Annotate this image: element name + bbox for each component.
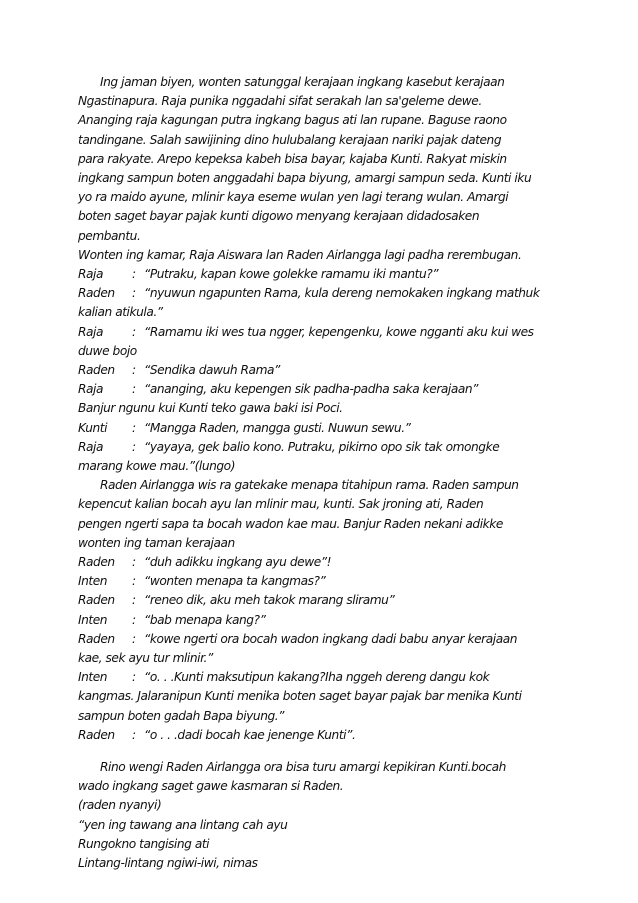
dialogue-text: “Sendika dawuh Rama” [144, 363, 280, 377]
speaker-name: Raja [78, 267, 103, 281]
text-line [78, 93, 482, 110]
paragraph-text: Raden Airlangga wis ra gatekake menapa titahipun rama. Raden sampun [100, 478, 519, 492]
text-line [78, 112, 507, 129]
speaker-separator: : [132, 440, 136, 454]
speaker-separator: : [132, 325, 136, 339]
paragraph-text: pembantu. [78, 229, 141, 243]
dialogue-line [78, 324, 534, 341]
text-line [78, 836, 209, 853]
dialogue-line [78, 727, 355, 744]
paragraph-text: sampun boten gadah Bapa biyung.” [78, 709, 285, 723]
dialogue-text: “Putraku, kapan kowe golekke ramamu iki mantu?” [144, 267, 439, 281]
dialogue-line [78, 612, 265, 629]
paragraph-text: Banjur ngunu kui Kunti teko gawa baki isi Poci. [78, 401, 343, 415]
speaker-separator: : [132, 421, 136, 435]
dialogue-line [78, 631, 517, 648]
speaker-name: Raden [78, 555, 115, 569]
text-line [78, 855, 258, 872]
text-line [78, 516, 503, 533]
dialogue-line [78, 285, 539, 302]
dialogue-line [78, 439, 499, 456]
text-line [78, 189, 508, 206]
text-line [78, 688, 522, 705]
text-line [78, 304, 163, 321]
text-line [78, 247, 521, 264]
dialogue-text: “yayaya, gek balio kono. Putraku, pikirno opo sik tak omongke [144, 440, 500, 454]
paragraph-text: Rungokno tangising ati [78, 837, 210, 851]
dialogue-line [78, 362, 280, 379]
speaker-name: Raja [78, 382, 103, 396]
speaker-name: Raden [78, 593, 115, 607]
paragraph-text: Ngastinapura. Raja punika nggadahi sifat serakah lan sa'geleme dewe. [78, 94, 482, 108]
dialogue-line [78, 266, 438, 283]
text-line [78, 208, 479, 225]
speaker-separator: : [132, 286, 136, 300]
speaker-separator: : [132, 363, 136, 377]
speaker-name: Inten [78, 670, 108, 684]
dialogue-text: “Ramamu iki wes tua ngger, kepengenku, kowe ngganti aku kui wes [144, 325, 534, 339]
text-line [78, 400, 343, 417]
speaker-separator: : [132, 613, 136, 627]
text-line [78, 458, 235, 475]
paragraph-text: kae, sek ayu tur mlinir.” [78, 651, 213, 665]
speaker-separator: : [132, 555, 136, 569]
paragraph-text: Wonten ing kamar, Raja Aiswara lan Raden Airlangga lagi padha rerembugan. [78, 248, 522, 262]
paragraph-text: boten saget bayar pajak kunti digowo menyang kerajaan didadosaken [78, 209, 480, 223]
paragraph-text: Lintang-lintang ngiwi-iwi, nimas [78, 856, 258, 870]
paragraph-text: yo ra maido ayune, mlinir kaya eseme wulan yen lagi terang wulan. Amargi [78, 190, 509, 204]
text-line [100, 759, 506, 776]
dialogue-line [78, 573, 325, 590]
speaker-name: Inten [78, 574, 108, 588]
speaker-name: Raden [78, 728, 115, 742]
text-line [100, 477, 519, 494]
paragraph-text: Ing jaman biyen, wonten satunggal kerajaan ingkang kasebut kerajaan [100, 75, 505, 89]
paragraph-text: kepencut kalian bocah ayu lan mlinir mau, kunti. Sak jroning ati, Raden [78, 497, 484, 511]
paragraph-text: Ananging raja kagungan putra ingkang bagus ati lan rupane. Baguse raono [78, 113, 507, 127]
text-line [78, 650, 213, 667]
dialogue-text: “reneo dik, aku meh takok marang sliramu” [144, 593, 395, 607]
paragraph-text: Rino wengi Raden Airlangga ora bisa turu amargi kepikiran Kunti.bocah [100, 760, 506, 774]
speaker-name: Raden [78, 286, 115, 300]
text-line [78, 535, 235, 552]
paragraph-text: marang kowe mau.”(lungo) [78, 459, 235, 473]
text-line [100, 74, 504, 91]
text-line [78, 132, 501, 149]
dialogue-text: “wonten menapa ta kangmas?” [144, 574, 326, 588]
speaker-name: Kunti [78, 421, 108, 435]
speaker-separator: : [132, 670, 136, 684]
text-line [78, 778, 343, 795]
dialogue-text: “ananging, aku kepengen sik padha-padha saka kerajaan” [144, 382, 479, 396]
speaker-separator: : [132, 632, 136, 646]
text-line [78, 151, 507, 168]
text-line [78, 170, 531, 187]
speaker-name: Raja [78, 325, 103, 339]
speaker-name: Raden [78, 632, 115, 646]
text-line [78, 708, 284, 725]
paragraph-text: pengen ngerti sapa ta bocah wadon kae mau. Banjur Raden nekani adikke [78, 517, 503, 531]
dialogue-text: “o. . .Kunti maksutipun kakang?Iha nggeh dereng dangu kok [144, 670, 490, 684]
text-line [78, 228, 140, 245]
dialogue-text: “bab menapa kang?” [144, 613, 266, 627]
text-line [78, 343, 137, 360]
dialogue-line [78, 420, 411, 437]
paragraph-text: para rakyate. Arepo kepeksa kabeh bisa bayar, kajaba Kunti. Rakyat miskin [78, 152, 507, 166]
paragraph-text: duwe bojo [78, 344, 137, 358]
dialogue-line [78, 554, 331, 571]
paragraph-text: tandingane. Salah sawijining dino hulubalang kerajaan nariki pajak dateng [78, 133, 502, 147]
speaker-separator: : [132, 382, 136, 396]
paragraph-text: ingkang sampun boten anggadahi bapa biyung, amargi sampun seda. Kunti iku [78, 171, 532, 185]
paragraph-text: kalian atikula.” [78, 305, 163, 319]
speaker-name: Raja [78, 440, 103, 454]
paragraph-text: wado ingkang saget gawe kasmaran si Raden. [78, 779, 344, 793]
dialogue-line [78, 592, 394, 609]
text-line [78, 496, 483, 513]
speaker-separator: : [132, 267, 136, 281]
dialogue-line [78, 381, 478, 398]
dialogue-text: “Mangga Raden, mangga gusti. Nuwun sewu.” [144, 421, 411, 435]
dialogue-text: “nyuwun ngapunten Rama, kula dereng nemokaken ingkang mathuk [144, 286, 540, 300]
speaker-separator: : [132, 593, 136, 607]
paragraph-text: “yen ing tawang ana lintang cah ayu [78, 818, 288, 832]
speaker-separator: : [132, 728, 136, 742]
text-line [78, 797, 161, 814]
dialogue-text: “o . . .dadi bocah kae jenenge Kunti”. [144, 728, 356, 742]
dialogue-text: “kowe ngerti ora bocah wadon ingkang dadi babu anyar kerajaan [144, 632, 518, 646]
paragraph-text: kangmas. Jalaranipun Kunti menika boten saget bayar pajak bar menika Kunti [78, 689, 522, 703]
dialogue-text: “duh adikku ingkang ayu dewe”! [144, 555, 332, 569]
paragraph-text: wonten ing taman kerajaan [78, 536, 235, 550]
speaker-name: Raden [78, 363, 115, 377]
speaker-separator: : [132, 574, 136, 588]
speaker-name: Inten [78, 613, 108, 627]
dialogue-line [78, 669, 489, 686]
paragraph-text: (raden nyanyi) [78, 798, 162, 812]
text-line [78, 817, 287, 834]
